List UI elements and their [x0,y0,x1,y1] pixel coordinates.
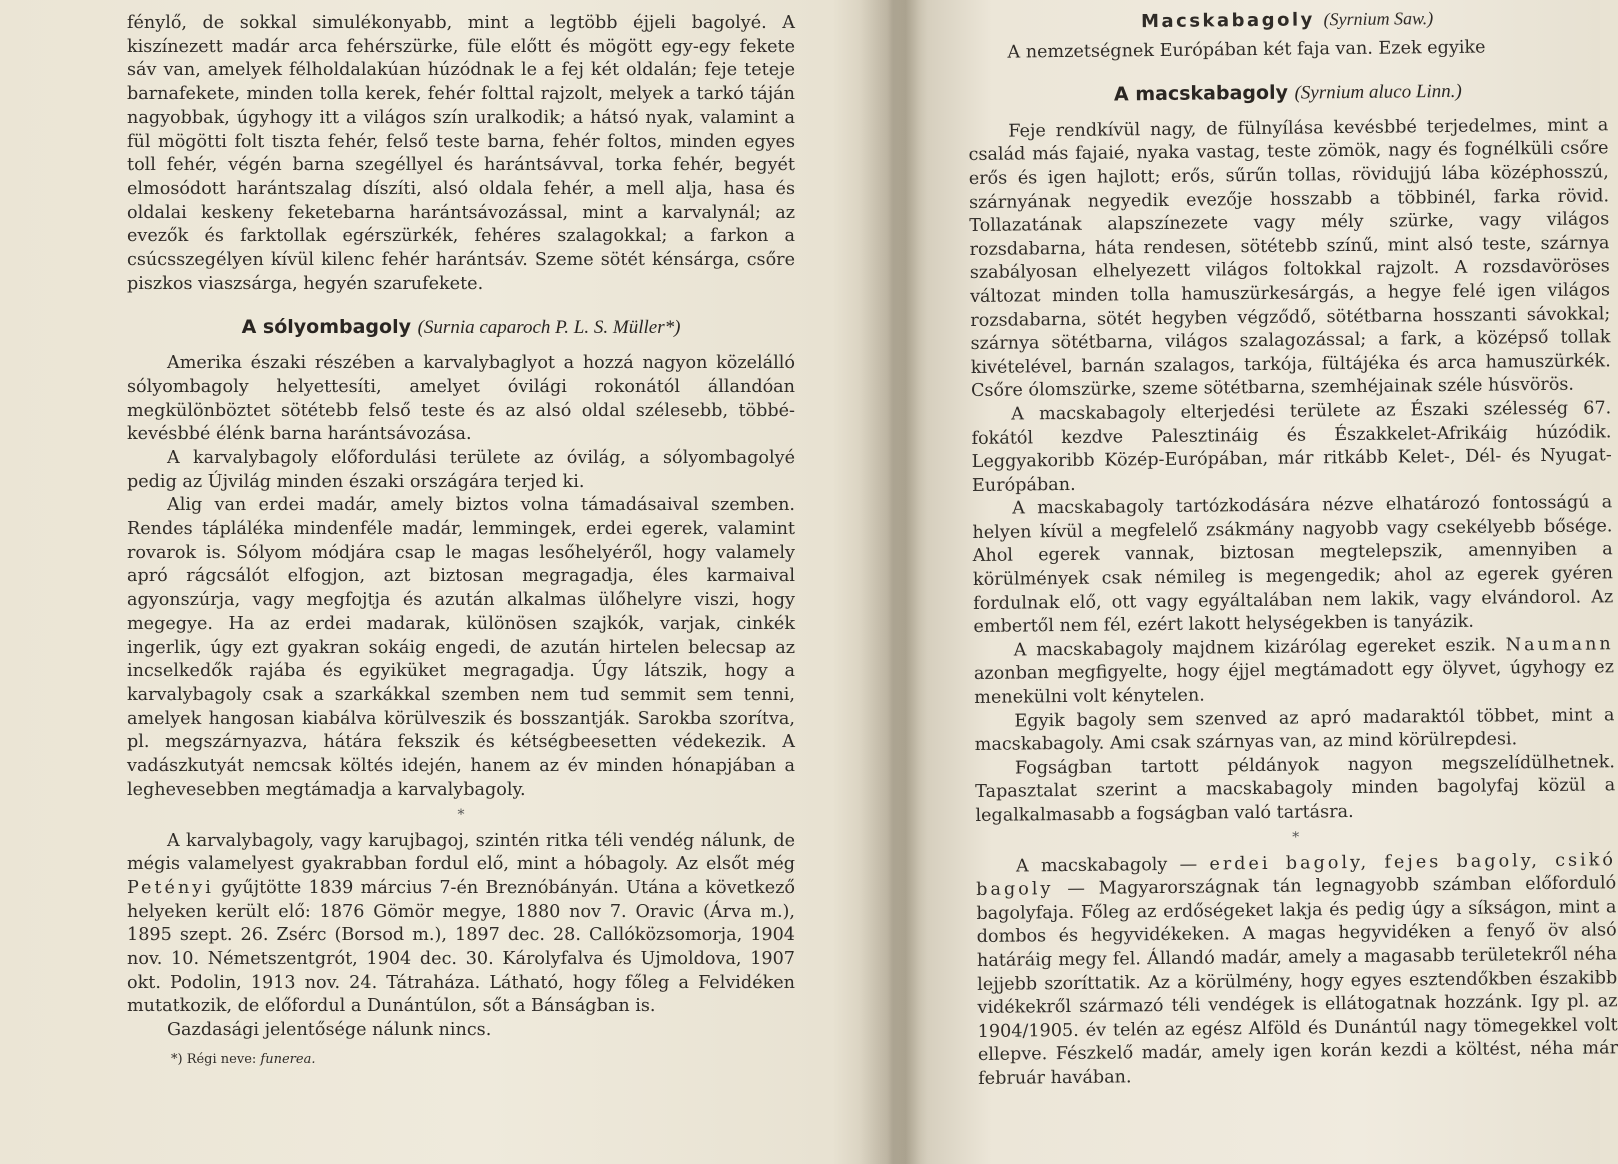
left-paragraph-1: fénylő, de sokkal simulékonyabb, mint a legtöbb éjjeli bagolyé. A kiszínezett madár arca fehérszürke, füle előtt és mögött egy-egy fekete sáv van, amelyek félholdalakúan húzódnak le a fej két oldalán; feje teteje barnafekete, minden tolla kerek, fehér folttal rajzolt, melyek a tarkó táján nagyobbak, úgyhogy itt a világos szín uralkodik; a hátsó nyak, valamint a fül mögötti folt tiszta fehér, felső teste barna, fehér foltos, minden egyes toll fehér, végén barna szegéllyel és harántsávval, torka fehér, begyét elmosódott harántszalag díszíti, alsó oldala fehér, a mell alja, hasa és oldalai keskeny feketebarna harántsávozással, mint a karvalynál; az evezők és farktollak egérszürkék, fehéres szalagokkal; a farkon a csúcsszegélyen kívül kilenc fehér harántsáv. Szeme sötét kénsárga, csőre piszkos viaszsárga, hegyén szarufekete. [127,13,795,294]
running-title-latin: (Syrnium Saw.) [1323,8,1434,30]
right-paragraph-2: A macskabagoly elterjedési területe az Északi szélesség 67. fokától kezdve Palesztináig és Északkelet-Afrikáig húzódik. Leggyakoribb Közép-Európában, már ritkább Kelet-, Dél- és Nyugat-Európában. [971,398,1612,496]
left-paragraph-5 [127,830,795,1020]
right-paragraph-5: Egyik bagoly sem szenved az apró madaraktól többet, mint a macskabagoly. Ami csak szárnyas van, az mind körülrepdesi. [974,704,1615,756]
heading-solyombagoly [127,316,795,340]
left-paragraph-3: A karvalybagoly előfordulási területe az óvilág, a sólyombagolyé pedig az Újvilág minden északi országára terjed ki. [127,447,795,492]
heading-macskabagoly-latin: (Syrnium aluco Linn.) [1294,81,1462,104]
running-title [967,5,1607,35]
right-text-column [967,1,1618,1091]
person-name-naumann: Naumann [1505,634,1614,656]
left-paragraph-6: Gazdasági jelentősége nálunk nincs. [167,1020,492,1041]
left-text-column [127,12,795,1069]
footnote [127,1051,795,1069]
right-paragraph-4-start: A macskabagoly majdnem kizárólag egereket eszik. [1013,635,1506,661]
left-paragraph-4: Alig van erdei madár, amely biztos volna támadásaival szemben. Rendes tápláléka mindenféle madár, lemmingek, erdei egerek, valamint rovarok is. Sólyom módjára csap le magas lesőhelyéről, hogy valamely apró rágcsálót elfogjon, azt biztosan megragadja, éles karmaival agyonszúrja, vagy megfojtja és azután alkalmas ülőhelyre viszi, hogy megegye. Ha az erdei madarak, különösen szajkók, varjak, cinkék ingerlik, úgy ezt gyakran sokáig engedi, de azután hirtelen belecsap az incselkedők rajába és egyiküket megragadja. Úgy látszik, hogy a karvalybagoly csak a szarkákkal szemben nem tud semmit sem tenni, amelyek hangosan kiabálva körülveszik és bosszantják. Sarokba szorítva, pl. megszárnyazva, hátára fekszik és kétségbeesetten védekezik. A vadászkutyát nemcsak költés idején, hanem az év minden hónapjában a leghevesebben megtámadja a karvalybagoly. [127,495,795,800]
footnote-value: funerea. [260,1051,316,1067]
person-name-petenyi: Petényi [127,877,214,898]
heading-solyombagoly-title: A sólyombagoly [241,316,411,339]
right-paragraph-7-rest: — Magyarországnak tán legnagyobb számban előforduló bagolyfaja. Főleg az erdőségeket lakja és pedig úgy a síkságon, mint a dombos és hegyvidékeken. A magas hegyvidéken a fenyő öv alsó határáig megy fel. Állandó madár, amely a magasabb területekről néha lejjebb szoríttatik. Az a körülmény, hogy egyes esztendőkben északibb vidékekről származó téli vendégek is ellátogatnak hozzánk. Igy pl. az 1904/1905. év telén az egész Alföld és Dunántúl nagy tömegekkel volt ellepve. Fészkelő madár, amely igen korán kezdi a költést, néha már február havában. [976,873,1618,1089]
running-title-text: Macskabagoly [1140,9,1315,33]
section-separator-right: * [1292,829,1300,846]
folk-names: erdei bagoly, fejes bagoly, csikó bagoly [976,849,1617,901]
right-paragraph-4 [974,633,1615,710]
left-paragraph-5-rest: gyűjtötte 1839 március 7-én Breznóbányán. Utána a következő helyeken került elő: 1876 Gömör megye, 1880 nov 7. Oravic (Árva m.), 1895 szept. 26. Zsérc (Borsod m.), 1897 dec. 28. Callóközsomorja, 1904 nov. 10. Németszentgrót, 1904 dec. 30. Károlyfalva és Ujmoldova, 1907 okt. Podolin, 1913 nov. 24. Tátraháza. Látható, hogy főleg a Felvidéken mutatkozik, de előfordul a Dunántúlon, sőt a Bánságban is. [127,877,795,1017]
right-paragraph-3: A macskabagoly tartózkodására nézve elhatározó fontosságú a helyen kívül a megfelelő zsákmány nagyobb vagy csekélyebb bősége. Ahol egerek vannak, biztosan megtelepszik, amennyiben a körülmények csak némileg is megengedik; ahol az egerek gyéren fordulnak elő, ott vagy egyáltalában nem lakik, vagy elvándorol. Az embertől nem fél, ezért lakott helységekben is tanyázik. [972,492,1614,638]
heading-macskabagoly [968,78,1608,108]
right-page [895,0,1618,1164]
right-paragraph-7-start: A macskabagoly — [1015,854,1210,877]
right-paragraph-1: Feje rendkívül nagy, de fülnyílása kevésbbé terjedelmes, mint a család más fajaié, nyaka vastag, teste zömök, nagy és fognélküli csőre erős és igen hajlott; erős, sűrűn tollas, rövidujjú lába középhosszú, szárnyának negyedik evezője hosszabb a többinél, farka rövid. Tollazatának alapszínezete vagy mély szürke, vagy világos rozsdabarna, háta rendesen, sötétebb színű, mint alsó teste, szárnya szabályosan elhelyezett világos foltokkal rajzolt. A rozsdavöröses változat minden tolla hamuszürkesárgás, a hegye felé igen világos rozsdabarna, sötét hegyben végződő, sötétbarna hosszanti sávokkal; szárnya sötétbarna, világos szalagozással; a fark, a középső tollak kivételével, barnán szalagos, tarkója, fültájéka és arca hamuszürkék. Csőre ólomszürke, szeme sötétbarna, szemhéjainak széle húsvörös. [968,115,1611,402]
right-paragraph-6: Fogságban tartott példányok nagyon megszelídülhetnek. Tapasztalat szerint a macskabagoly minden bagolyfaj közül a legalkalmasabb a fogságban való tartásra. [975,752,1616,826]
left-paragraph-5-start: A karvalybagoly, vagy karujbagoj, szintén ritka téli vendég nálunk, de mégis valamelyest gyakrabban fordul elő, mint a hóbagoly. Az elsőt még [127,830,795,875]
right-paragraph-4-rest: azonban megfigyelte, hogy éjjel megtámadott egy ölyvet, úgyhogy ez menekülni volt kénytelen. [973,657,1615,708]
section-separator-left: * [457,806,465,823]
heading-solyombagoly-latin: (Surnia caparoch P. L. S. Müller*) [417,317,681,339]
left-paragraph-2: Amerika északi részében a karvalybaglyot a hozzá nagyon közelálló sólyombagoly helyettesíti, amelyet óvilági rokonától állandóan megkülönböztet sötétebb felső teste és az alsó oldal szélesebb, többé-kevésbbé élénk barna harántsávozása. [127,353,795,445]
right-paragraph-7 [976,849,1618,1092]
genus-intro: A nemzetségnek Európában két faja van. Ezek egyike [1007,37,1486,63]
footnote-label: *) Régi neve: [171,1051,257,1067]
heading-macskabagoly-title: A macskabagoly [1113,81,1289,106]
